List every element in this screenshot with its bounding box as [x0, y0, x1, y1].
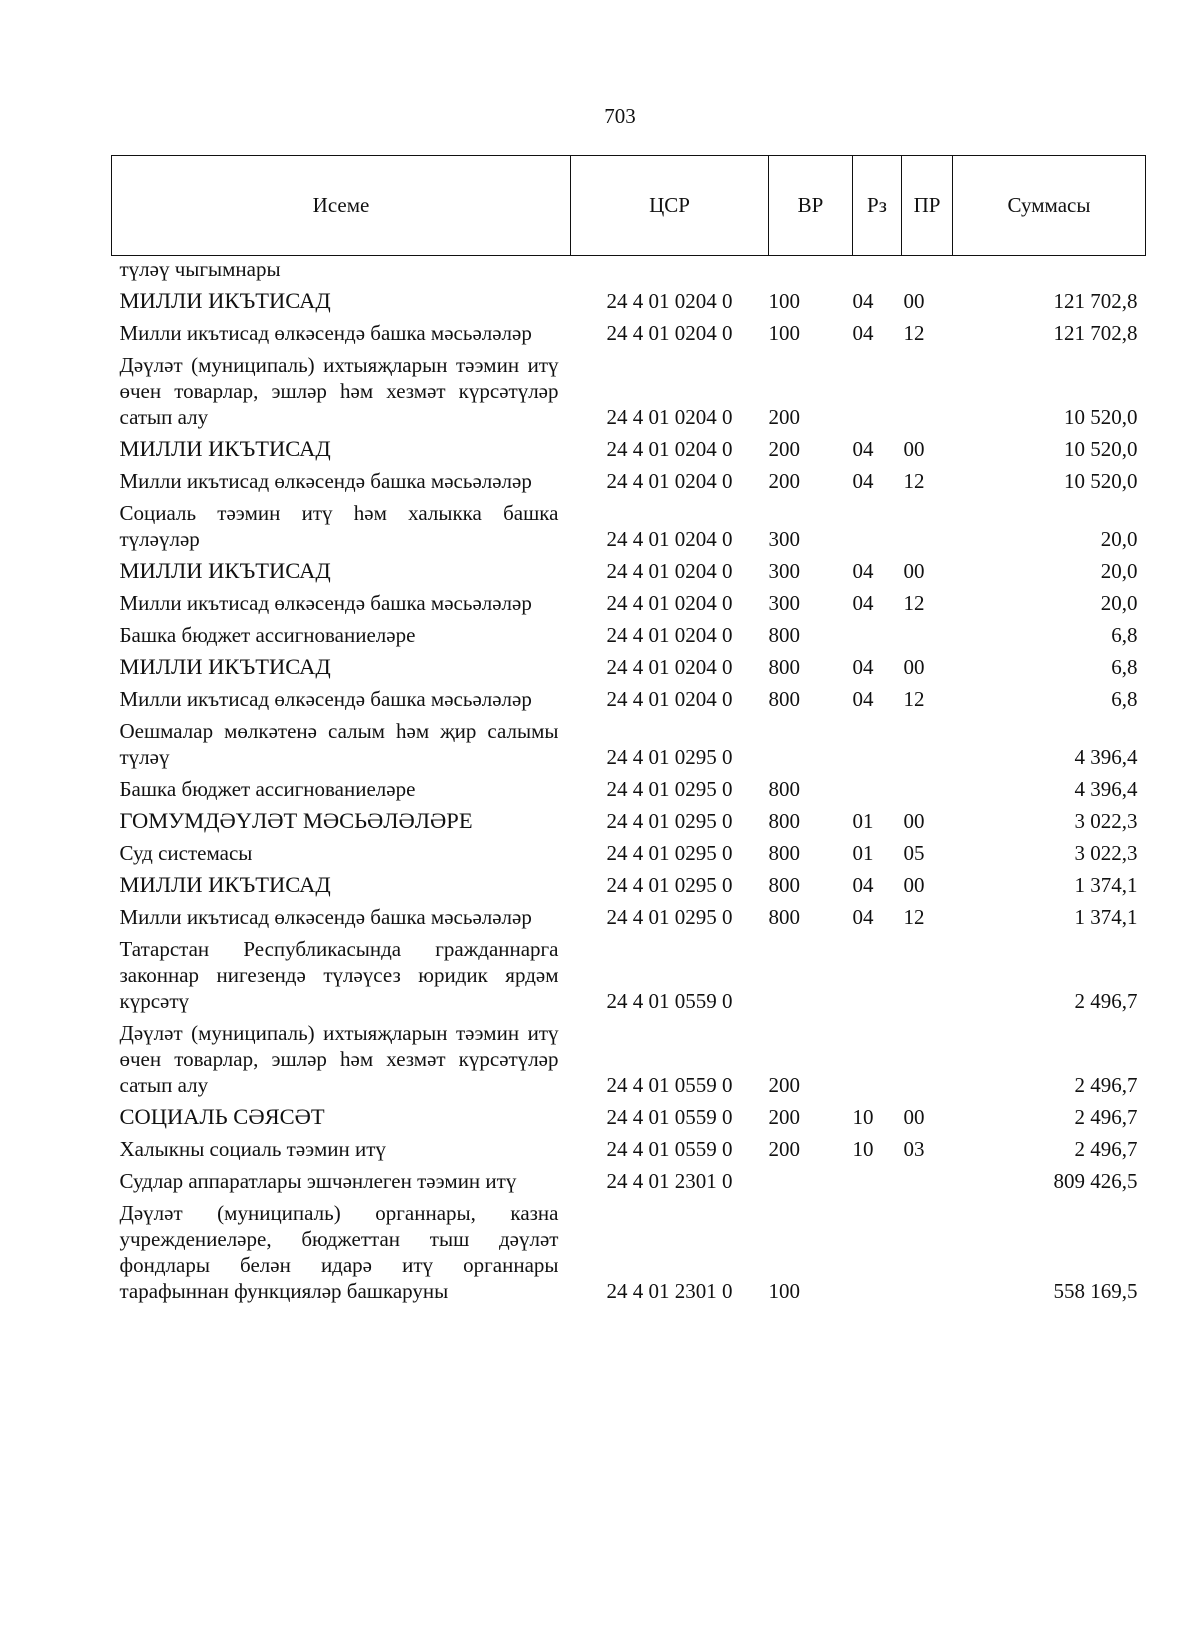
cell-rz [853, 715, 902, 773]
table-row [112, 683, 1146, 715]
cell-rz [853, 1017, 902, 1101]
cell-pr: 00 [903, 809, 925, 833]
cell-csr: 24 4 01 0204 0 [606, 527, 733, 551]
cell-name: Татарстан Республикасында гражданнарга законнар нигезендә түләүсез юридик ярдәм күрсәтү [119, 937, 559, 1013]
cell-vr: 300 [768, 527, 800, 551]
cell-pr: 12 [903, 321, 925, 345]
cell-csr: 24 4 01 0204 0 [606, 469, 733, 493]
cell-csr: 24 4 01 0204 0 [606, 687, 733, 711]
cell-name: Оешмалар мөлкәтенә салым һәм җир салымы түләү [119, 719, 559, 769]
cell-rz [853, 349, 902, 433]
budget-table [111, 155, 1146, 1307]
cell-pr: 12 [903, 469, 925, 493]
cell-vr: 100 [768, 321, 800, 345]
cell-pr [902, 1197, 953, 1307]
cell-rz: 04 [852, 469, 874, 493]
cell-pr [902, 497, 953, 555]
table-row [112, 901, 1146, 933]
cell-name: МИЛЛИ ИКЪТИСАД [119, 558, 331, 583]
table-row [112, 497, 1146, 555]
cell-pr: 00 [903, 873, 925, 897]
cell-name: Халыкны социаль тәэмин итү [119, 1137, 386, 1161]
cell-pr [902, 773, 953, 805]
cell-vr: 200 [768, 1105, 800, 1129]
cell-name: ГОМУМДӘҮЛӘТ МӘСЬӘЛӘЛӘРЕ [119, 808, 473, 833]
cell-sum: 10 520,0 [1064, 437, 1138, 461]
cell-name: Социаль тәэмин итү һәм халыкка башка түләүләр [119, 501, 559, 551]
table-row [112, 349, 1146, 433]
table-row [112, 1133, 1146, 1165]
cell-name: СОЦИАЛЬ СӘЯСӘТ [119, 1104, 325, 1129]
header-sum: Суммасы [953, 156, 1146, 256]
cell-vr: 300 [768, 591, 800, 615]
cell-sum: 4 396,4 [1074, 745, 1138, 769]
table-row [112, 933, 1146, 1017]
cell-pr: 12 [903, 905, 925, 929]
cell-pr: 00 [903, 559, 925, 583]
table-header [112, 156, 1146, 256]
cell-csr: 24 4 01 0204 0 [606, 437, 733, 461]
cell-rz: 04 [852, 591, 874, 615]
cell-csr: 24 4 01 0295 0 [606, 841, 733, 865]
cell-rz: 04 [852, 559, 874, 583]
cell-pr: 12 [903, 687, 925, 711]
cell-vr: 800 [768, 777, 800, 801]
table-row [112, 1017, 1146, 1101]
cell-name: Башка бюджет ассигнованиеләре [119, 623, 416, 647]
cell-csr: 24 4 01 2301 0 [606, 1279, 733, 1303]
cell-csr: 24 4 01 0295 0 [606, 809, 733, 833]
table-row [112, 1165, 1146, 1197]
table-row [112, 805, 1146, 837]
cell-vr: 200 [768, 1137, 800, 1161]
cell-name: Милли икътисад өлкәсендә башка мәсьәләләр [119, 591, 532, 615]
cell-sum: 20,0 [1100, 527, 1138, 551]
cell-vr [769, 256, 853, 286]
cell-name: Милли икътисад өлкәсендә башка мәсьәләләр [119, 469, 532, 493]
cell-csr: 24 4 01 0204 0 [606, 289, 733, 313]
cell-pr: 03 [903, 1137, 925, 1161]
header-csr: ЦСР [571, 156, 769, 256]
cell-pr [902, 715, 953, 773]
cell-vr: 200 [768, 405, 800, 429]
table-row [112, 256, 1146, 286]
cell-sum: 2 496,7 [1074, 1105, 1138, 1129]
cell-sum [953, 256, 1146, 286]
cell-sum: 20,0 [1100, 591, 1138, 615]
cell-pr [902, 256, 953, 286]
cell-sum: 121 702,8 [1053, 321, 1138, 345]
cell-vr: 200 [768, 1073, 800, 1097]
cell-vr: 800 [768, 687, 800, 711]
header-vr: ВР [769, 156, 853, 256]
table-row [112, 285, 1146, 317]
cell-rz: 10 [852, 1137, 874, 1161]
cell-sum: 6,8 [1111, 687, 1138, 711]
cell-pr: 12 [903, 591, 925, 615]
cell-name: МИЛЛИ ИКЪТИСАД [119, 288, 331, 313]
cell-sum: 1 374,1 [1074, 905, 1138, 929]
cell-rz [853, 619, 902, 651]
cell-pr: 00 [903, 437, 925, 461]
cell-sum: 2 496,7 [1074, 989, 1138, 1013]
cell-vr [769, 1165, 853, 1197]
cell-sum: 6,8 [1111, 623, 1138, 647]
cell-sum: 809 426,5 [1053, 1169, 1138, 1193]
cell-rz: 10 [852, 1105, 874, 1129]
cell-vr: 800 [768, 809, 800, 833]
cell-sum: 2 496,7 [1074, 1137, 1138, 1161]
cell-rz [853, 1197, 902, 1307]
cell-sum: 2 496,7 [1074, 1073, 1138, 1097]
cell-rz: 04 [852, 321, 874, 345]
cell-sum: 6,8 [1111, 655, 1138, 679]
cell-csr: 24 4 01 0204 0 [606, 655, 733, 679]
cell-name: Судлар аппаратлары эшчәнлеген тәэмин итү [119, 1169, 517, 1193]
cell-csr: 24 4 01 0559 0 [606, 1105, 733, 1129]
cell-vr: 100 [768, 1279, 800, 1303]
cell-name: МИЛЛИ ИКЪТИСАД [119, 872, 331, 897]
cell-vr: 200 [768, 437, 800, 461]
cell-rz: 04 [852, 687, 874, 711]
cell-sum: 4 396,4 [1074, 777, 1138, 801]
cell-vr: 300 [768, 559, 800, 583]
cell-pr [902, 1165, 953, 1197]
table-row [112, 587, 1146, 619]
cell-csr: 24 4 01 0295 0 [606, 873, 733, 897]
cell-name: Башка бюджет ассигнованиеләре [119, 777, 416, 801]
cell-sum: 558 169,5 [1053, 1279, 1138, 1303]
cell-rz: 04 [852, 289, 874, 313]
cell-rz [853, 256, 902, 286]
table-row [112, 869, 1146, 901]
cell-name: Милли икътисад өлкәсендә башка мәсьәләләр [119, 687, 532, 711]
cell-sum: 3 022,3 [1074, 841, 1138, 865]
cell-csr: 24 4 01 0204 0 [606, 321, 733, 345]
cell-csr: 24 4 01 0204 0 [606, 623, 733, 647]
table-row [112, 651, 1146, 683]
table-row [112, 317, 1146, 349]
table-row [112, 1101, 1146, 1133]
header-name: Исеме [112, 156, 571, 256]
cell-csr: 24 4 01 0559 0 [606, 1137, 733, 1161]
cell-rz [853, 497, 902, 555]
cell-csr: 24 4 01 0204 0 [606, 559, 733, 583]
cell-name: түләү чыгымнары [119, 257, 281, 281]
cell-csr: 24 4 01 0204 0 [606, 405, 733, 429]
cell-rz: 01 [852, 841, 874, 865]
cell-pr [902, 933, 953, 1017]
header-pr: ПР [902, 156, 953, 256]
cell-name: Суд системасы [119, 841, 253, 865]
cell-rz: 04 [852, 873, 874, 897]
cell-rz: 01 [852, 809, 874, 833]
cell-vr: 800 [768, 905, 800, 929]
cell-pr: 00 [903, 289, 925, 313]
cell-name: Дәүләт (муниципаль) ихтыяҗларын тәэмин итү өчен товарлар, эшләр һәм хезмәт күрсәтүләр сатып алу [119, 1021, 559, 1097]
table-body [112, 256, 1146, 1308]
cell-rz: 04 [852, 437, 874, 461]
cell-sum: 121 702,8 [1053, 289, 1138, 313]
header-rz: Рз [853, 156, 902, 256]
page-number: 703 [604, 104, 636, 128]
cell-csr: 24 4 01 2301 0 [606, 1169, 733, 1193]
cell-csr [571, 256, 769, 286]
cell-sum: 10 520,0 [1064, 469, 1138, 493]
table-row [112, 555, 1146, 587]
cell-rz [853, 933, 902, 1017]
cell-name: Милли икътисад өлкәсендә башка мәсьәләләр [119, 321, 532, 345]
cell-pr: 00 [903, 1105, 925, 1129]
cell-name: МИЛЛИ ИКЪТИСАД [119, 654, 331, 679]
cell-pr [902, 619, 953, 651]
cell-csr: 24 4 01 0204 0 [606, 591, 733, 615]
cell-vr: 200 [768, 469, 800, 493]
cell-name: Дәүләт (муниципаль) органнары, казна учреждениеләре, бюджеттан тыш дәүләт фондлары белән идарә итү органнары тарафыннан функцияләр башкаруны [119, 1201, 559, 1303]
cell-csr: 24 4 01 0559 0 [606, 1073, 733, 1097]
cell-vr: 100 [768, 289, 800, 313]
cell-vr: 800 [768, 623, 800, 647]
cell-csr: 24 4 01 0559 0 [606, 989, 733, 1013]
table-row [112, 465, 1146, 497]
cell-vr: 800 [768, 841, 800, 865]
cell-vr [769, 715, 853, 773]
cell-pr [902, 349, 953, 433]
table-row [112, 1197, 1146, 1307]
table-row [112, 773, 1146, 805]
cell-pr [902, 1017, 953, 1101]
cell-csr: 24 4 01 0295 0 [606, 745, 733, 769]
cell-vr: 800 [768, 655, 800, 679]
cell-sum: 20,0 [1100, 559, 1138, 583]
cell-csr: 24 4 01 0295 0 [606, 905, 733, 929]
table-row [112, 619, 1146, 651]
cell-vr: 800 [768, 873, 800, 897]
table-row [112, 433, 1146, 465]
cell-rz [853, 1165, 902, 1197]
cell-rz: 04 [852, 655, 874, 679]
cell-rz: 04 [852, 905, 874, 929]
cell-name: МИЛЛИ ИКЪТИСАД [119, 436, 331, 461]
cell-name: Милли икътисад өлкәсендә башка мәсьәләләр [119, 905, 532, 929]
cell-sum: 1 374,1 [1074, 873, 1138, 897]
cell-sum: 10 520,0 [1064, 405, 1138, 429]
table-row [112, 715, 1146, 773]
cell-csr: 24 4 01 0295 0 [606, 777, 733, 801]
cell-sum: 3 022,3 [1074, 809, 1138, 833]
cell-pr: 05 [903, 841, 925, 865]
cell-pr: 00 [903, 655, 925, 679]
cell-name: Дәүләт (муниципаль) ихтыяҗларын тәэмин итү өчен товарлар, эшләр һәм хезмәт күрсәтүләр сатып алу [119, 353, 559, 429]
table-row [112, 837, 1146, 869]
cell-rz [853, 773, 902, 805]
cell-vr [769, 933, 853, 1017]
